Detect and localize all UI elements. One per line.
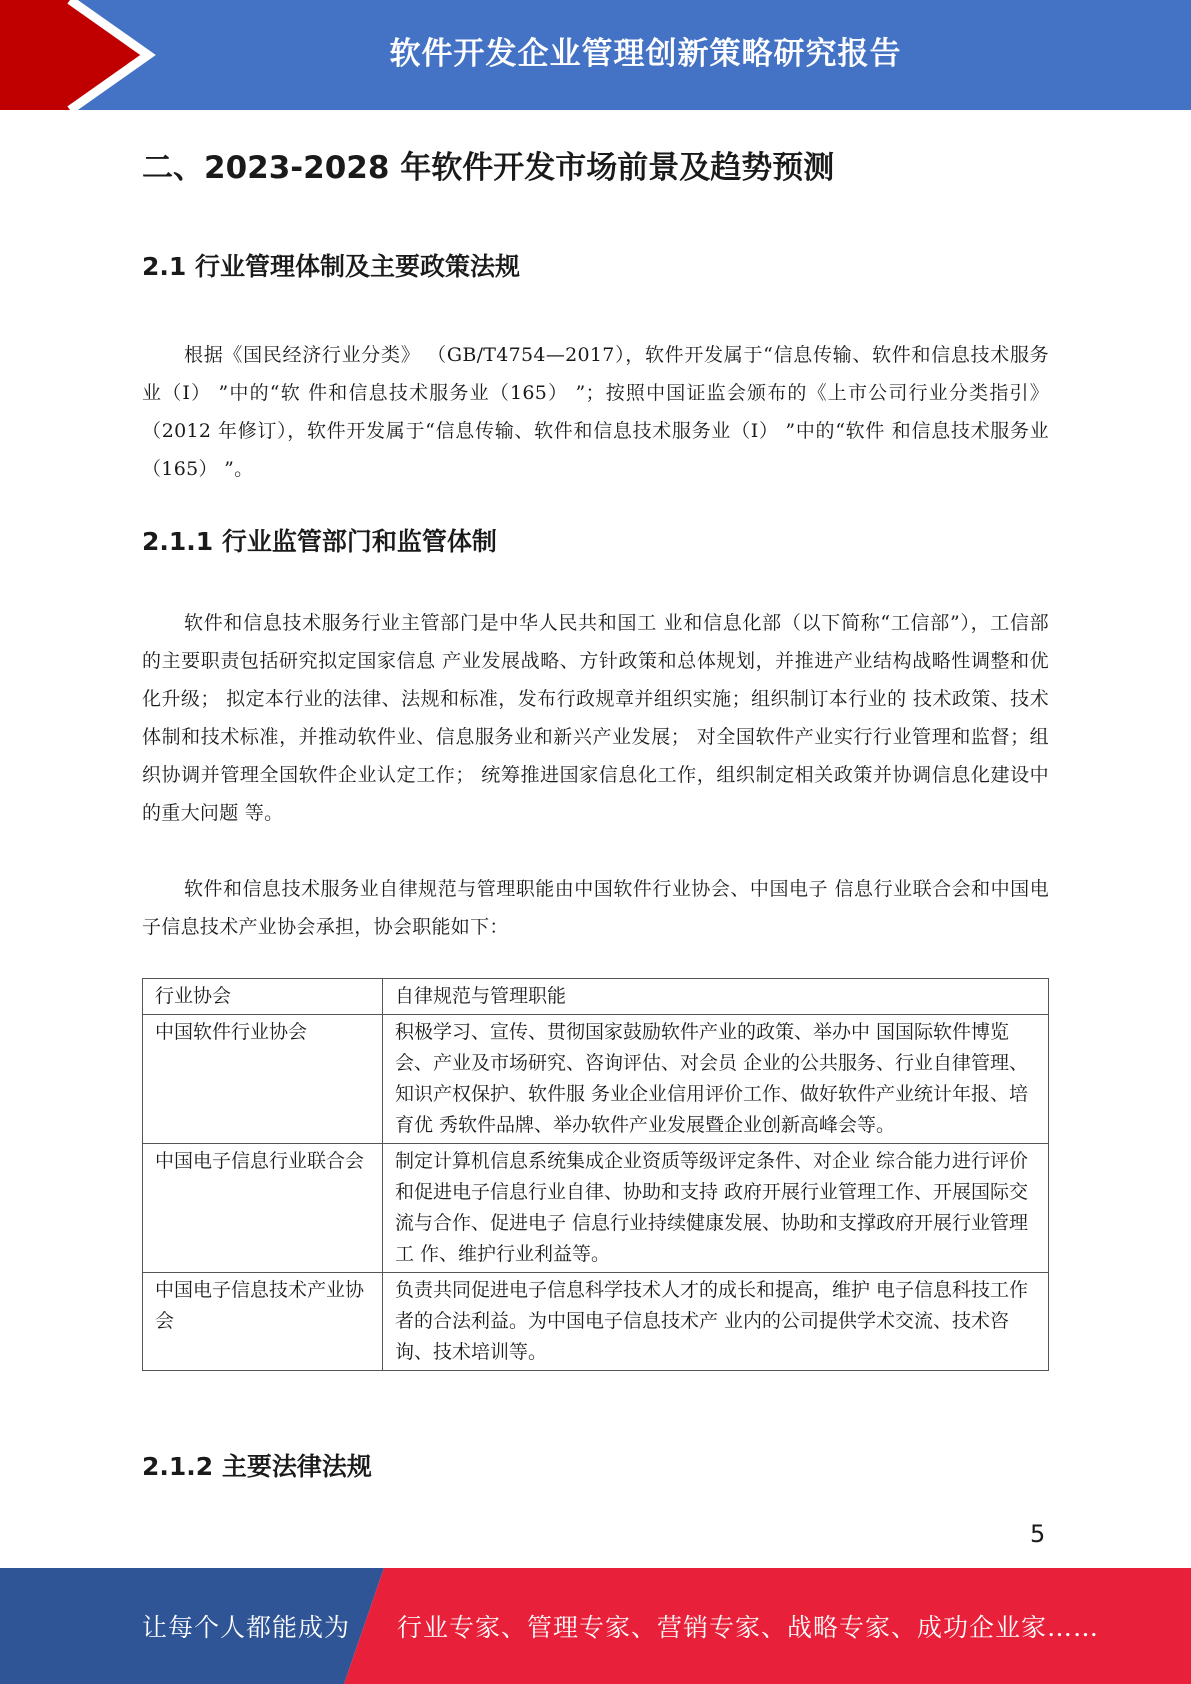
subsection-title-2-1-2: 2.1.2 主要法律法规 <box>142 1452 372 1481</box>
header-banner <box>0 0 1191 110</box>
table-cell-duties: 负责共同促进电子信息科学技术人才的成长和提高，维护 电子信息科技工作者的合法利益。为中国电子信息技术产 业内的公司提供学术交流、技术咨询、技术培训等。 <box>383 1273 1049 1371</box>
table-cell-association: 中国电子信息行业联合会 <box>143 1144 383 1273</box>
table-cell-association: 中国电子信息技术产业协会 <box>143 1273 383 1371</box>
subsection-title-2-1-1: 2.1.1 行业监管部门和监管体制 <box>142 527 497 556</box>
table-header-cell: 行业协会 <box>143 979 383 1015</box>
footer-slogan-left: 让每个人都能成为 <box>142 1613 351 1642</box>
table-row <box>143 1015 1049 1144</box>
table-row <box>143 1144 1049 1273</box>
footer-banner <box>0 1568 1191 1684</box>
footer-slogan-right: 行业专家、管理专家、营销专家、战略专家、成功企业家…… <box>397 1613 1100 1642</box>
header-title: 软件开发企业管理创新策略研究报告 <box>389 35 902 72</box>
page-number: 5 <box>1030 1520 1046 1548</box>
table-row <box>143 1273 1049 1371</box>
table-cell-duties: 制定计算机信息系统集成企业资质等级评定条件、对企业 综合能力进行评价和促进电子信息行业自律、协助和支持 政府开展行业管理工作、开展国际交流与合作、促进电子 信息行业持续健康发展、协助和支撑政府开展行业管理工 作、维护行业利益等。 <box>383 1144 1049 1273</box>
table-cell-duties: 积极学习、宣传、贯彻国家鼓励软件产业的政策、举办中 国国际软件博览会、产业及市场研究、咨询评估、对会员 企业的公共服务、行业自律管理、知识产权保护、软件服 务业企业信用评价工作、做好软件产业统计年报、培育优 秀软件品牌、举办软件产业发展暨企业创新高峰会等。 <box>383 1015 1049 1144</box>
table-header-cell: 自律规范与管理职能 <box>383 979 1049 1015</box>
table-header-row <box>143 979 1049 1015</box>
paragraph-classification: 根据《国民经济行业分类》 （GB/T4754—2017），软件开发属于“信息传输、软件和信息技术服务业（I） ”中的“软 件和信息技术服务业（165） ”；按照中国证监会颁布的《上市公司行业分类指引》 （2012 年修订），软件开发属于“信息传输、软件和信息技术服务业（I） ”中的“软件 和信息技术服务业（165） ”。 <box>142 344 1049 480</box>
paragraph-associations: 软件和信息技术服务业自律规范与管理职能由中国软件行业协会、中国电子 信息行业联合会和中国电子信息技术产业协会承担，协会职能如下： <box>142 878 1049 938</box>
subsection-title-2-1: 2.1 行业管理体制及主要政策法规 <box>142 252 520 281</box>
section-title: 二、2023-2028 年软件开发市场前景及趋势预测 <box>142 150 835 186</box>
table-cell-association: 中国软件行业协会 <box>143 1015 383 1144</box>
paragraph-regulator: 软件和信息技术服务行业主管部门是中华人民共和国工 业和信息化部（以下简称“工信部”），工信部的主要职责包括研究拟定国家信息 产业发展战略、方针政策和总体规划，并推进产业结构战略性调整和优化升级； 拟定本行业的法律、法规和标准，发布行政规章并组织实施；组织制订本行业的 技术政策、技术体制和技术标准，并推动软件业、信息服务业和新兴产业发展； 对全国软件产业实行行业管理和监督；组织协调并管理全国软件企业认定工作； 统筹推进国家信息化工作，组织制定相关政策并协调信息化建设中的重大问题 等。 <box>142 612 1049 824</box>
association-table <box>142 978 1049 1371</box>
